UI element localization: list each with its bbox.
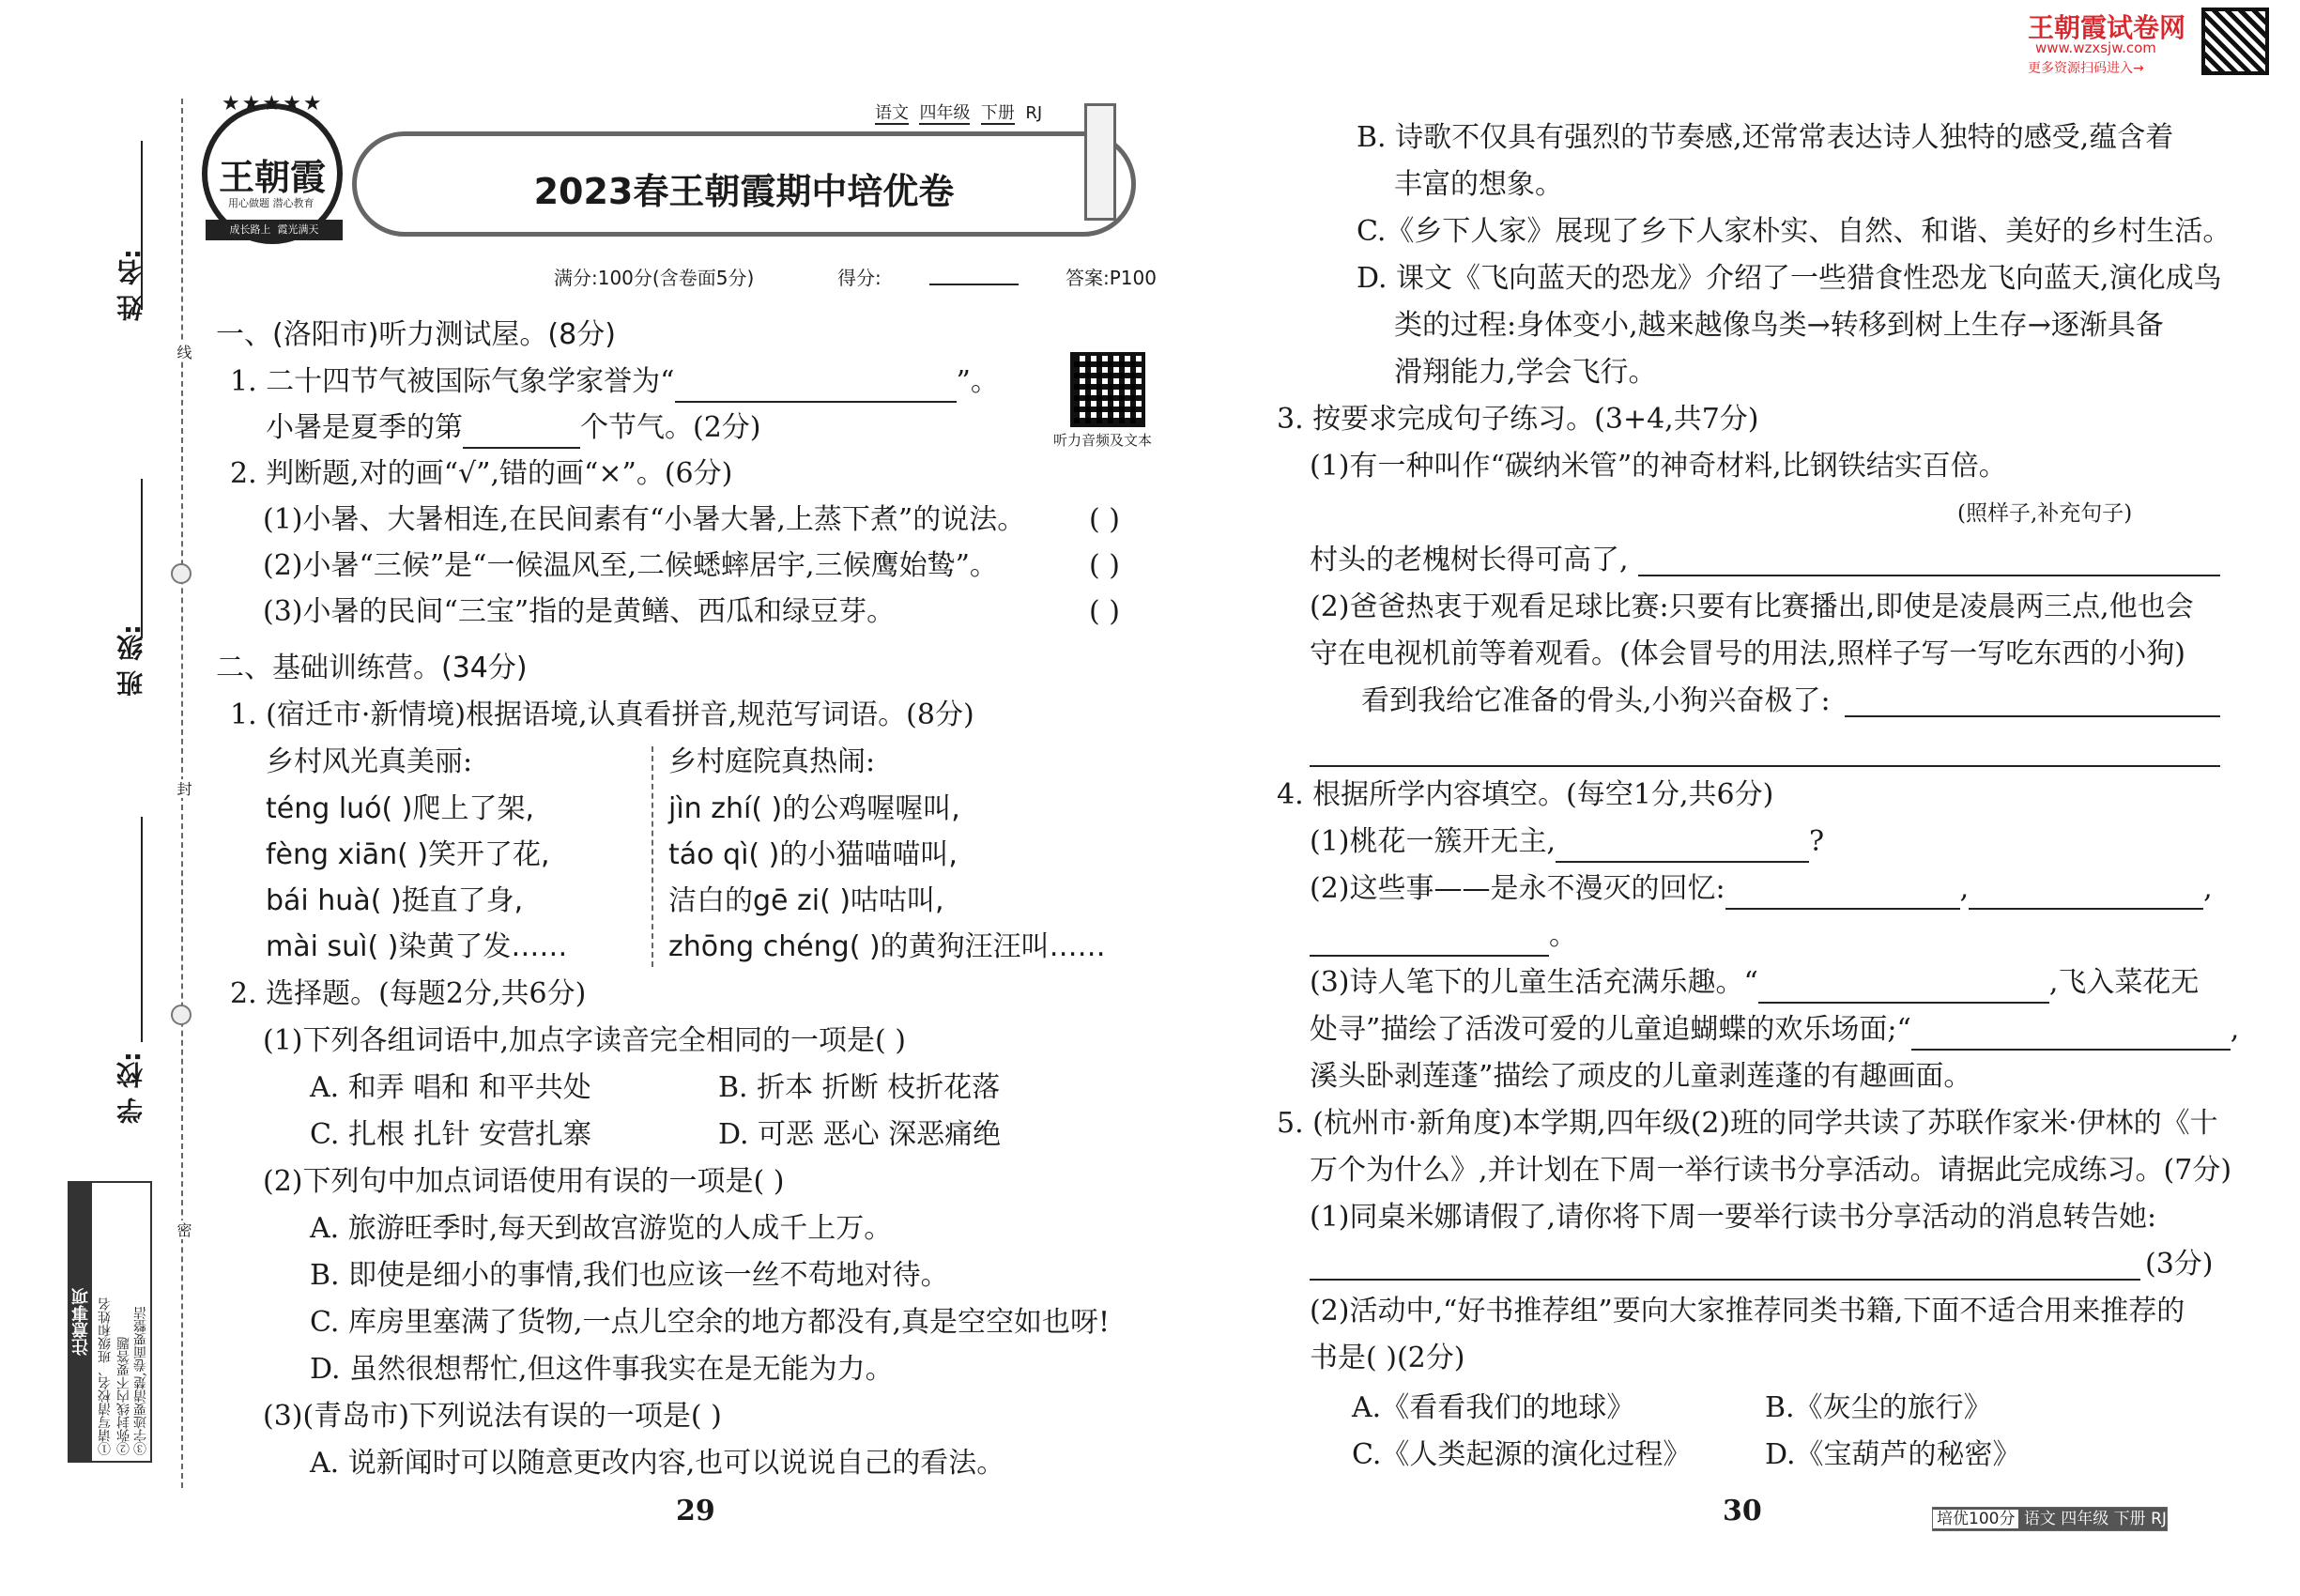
qr-caption: 听力音频及文本 bbox=[1053, 432, 1153, 449]
star-icon: ★★★★★ bbox=[222, 92, 324, 115]
answer-line[interactable] bbox=[1310, 765, 2220, 767]
footer-tag bbox=[1932, 1507, 2168, 1531]
logo-left: 成长路上 bbox=[229, 223, 271, 236]
logo-ribbon bbox=[206, 220, 343, 240]
question-text: 村头的老槐树长得可高了, bbox=[1310, 544, 1629, 576]
fill-item bbox=[1310, 821, 1824, 863]
question bbox=[230, 361, 999, 403]
answer-blank[interactable] bbox=[1556, 835, 1809, 863]
answer-blank[interactable] bbox=[1725, 882, 1960, 910]
question-text: 溪头卧剥莲蓬”描绘了顽皮的儿童剥莲蓬的有趣画面。 bbox=[1310, 1060, 1972, 1093]
option[interactable]: C. 库房里塞满了货物,一点儿空余的地方都没有,真是空空如也呀! bbox=[310, 1306, 1111, 1339]
notice-item: ①请写清校名、班级和姓名 bbox=[98, 1297, 113, 1455]
pinyin-item[interactable]: jìn zhí( )的公鸡喔喔叫, bbox=[668, 792, 960, 825]
question-text: (2)活动中,“好书推荐组”要向大家推荐同类书籍,下面不适合用来推荐的 bbox=[1310, 1295, 2185, 1327]
qr-code-icon[interactable] bbox=[1070, 352, 1145, 427]
answer-line[interactable] bbox=[1310, 1279, 2140, 1281]
school-label: 学 校: bbox=[115, 1051, 146, 1124]
pinyin-item[interactable]: téng luó( )爬上了架, bbox=[266, 792, 534, 825]
fill-item: 处寻”描绘了活泼可爱的儿童追蝴蝶的欢乐场面;“ , bbox=[1310, 1009, 2239, 1051]
option[interactable]: A. 说新闻时可以随意更改内容,也可以说说自己的看法。 bbox=[310, 1447, 1005, 1480]
question-text: (2)这些事——是永不漫灭的回忆: bbox=[1310, 872, 1725, 905]
question-text: (1)同桌米娜请假了,请你将下周一要举行读书分享活动的消息转告她: bbox=[1310, 1201, 2157, 1234]
pinyin-item[interactable]: fèng xiān( )笑开了花, bbox=[266, 838, 550, 871]
question-text: 看到我给它准备的骨头,小狗兴奋极了: bbox=[1361, 684, 1831, 717]
pinyin-item[interactable]: 洁白的gē zi( )咕咕叫, bbox=[668, 884, 944, 917]
logo bbox=[202, 92, 343, 244]
option[interactable]: B. 折本 折断 枝折花落 bbox=[718, 1071, 1001, 1104]
notice-title: 注意事项 bbox=[69, 1183, 92, 1461]
fill-item bbox=[1310, 962, 2199, 1004]
footer-tag-item: 语文 bbox=[2023, 1510, 2056, 1528]
answer-bracket[interactable]: ( ) bbox=[1089, 595, 1120, 628]
seal-mark-xian: 线 bbox=[171, 343, 196, 361]
question-text: ”。 bbox=[956, 365, 999, 398]
footer-tag-item: 四年级 bbox=[2061, 1510, 2109, 1528]
subject-tag: RJ bbox=[1025, 103, 1043, 123]
pinyin-item[interactable]: bái huà( )挺直了身, bbox=[266, 884, 524, 917]
notice-box bbox=[68, 1181, 152, 1463]
question-text: 1. (宿迁市·新情境)根据语境,认真看拼音,规范写词语。(8分) bbox=[230, 698, 974, 731]
footer-tag-item: 下册 bbox=[2113, 1510, 2146, 1528]
option[interactable]: C.《人类起源的演化过程》 bbox=[1352, 1438, 1692, 1471]
seal-circle bbox=[171, 563, 192, 584]
option[interactable]: B. 诗歌不仅具有强烈的节奏感,还常常表达诗人独特的感受,蕴含着 bbox=[1357, 121, 2174, 154]
divider bbox=[652, 746, 653, 967]
question-text: 2. 判断题,对的画“√”,错的画“×”。(6分) bbox=[230, 457, 733, 490]
answer-blank[interactable] bbox=[1310, 928, 1549, 957]
subject-tag: 语文 bbox=[875, 103, 909, 123]
site-name: 王朝霞试卷网 bbox=[2028, 12, 2186, 43]
pinyin-item[interactable]: mài suì( )染黄了发…… bbox=[266, 930, 568, 963]
footer-label: 培优100分 bbox=[1933, 1510, 2018, 1528]
option[interactable]: D.《宝葫芦的秘密》 bbox=[1765, 1438, 2021, 1471]
question-text: 4. 根据所学内容填空。(每空1分,共6分) bbox=[1277, 778, 1774, 811]
name-label: 姓 名: bbox=[115, 249, 146, 321]
question-text: 个节气。(2分) bbox=[580, 411, 761, 444]
notice-item: ②弥封线内不要答题 bbox=[116, 1337, 131, 1455]
full-score: 满分:100分(含卷面5分) bbox=[554, 267, 755, 289]
judge-item: (2)小暑“三候”是“一候温风至,二候蟋蟀居宇,三候鹰始鸷”。 bbox=[263, 549, 998, 582]
question-hint: (照样子,补充句子) bbox=[1957, 501, 2133, 526]
subject-tag: 下册 bbox=[980, 103, 1015, 123]
judge-item: (1)小暑、大暑相连,在民间素有“小暑大暑,上蒸下煮”的说法。 bbox=[263, 503, 1026, 536]
option[interactable]: A. 旅游旺季时,每天到故宫游览的人成千上万。 bbox=[310, 1212, 893, 1245]
seal-circle bbox=[171, 1005, 192, 1025]
answer-blank[interactable] bbox=[1758, 975, 2049, 1004]
option[interactable]: D. 虽然很想帮忙,但这件事我实在是无能为力。 bbox=[310, 1353, 894, 1386]
question-text: (3)诗人笔下的儿童生活充满乐趣。“ bbox=[1310, 966, 1758, 999]
option[interactable]: A. 和弄 唱和 和平共处 bbox=[310, 1071, 591, 1104]
question-text: (2)下列句中加点词语使用有误的一项是( ) bbox=[263, 1165, 785, 1198]
section-title: 一、(洛阳市)听力测试屋。(8分) bbox=[216, 318, 616, 351]
score-label: 得分: bbox=[837, 267, 882, 289]
notice-item: ③字迹要清楚,卷面要整洁 bbox=[133, 1306, 148, 1455]
score-field[interactable] bbox=[929, 284, 1019, 285]
option[interactable]: D. 课文《飞向蓝天的恐龙》介绍了一些猎食性恐龙飞向蓝天,演化成鸟 bbox=[1357, 262, 2222, 295]
option-continued: 类的过程:身体变小,越来越像鸟类→转移到树上生存→逐渐具备 bbox=[1394, 309, 2164, 342]
option[interactable]: B.《灰尘的旅行》 bbox=[1765, 1391, 1992, 1424]
question-text: ,飞入菜花无 bbox=[2048, 966, 2200, 999]
option[interactable]: A.《看看我们的地球》 bbox=[1352, 1391, 1635, 1424]
lighthouse-icon bbox=[1084, 103, 1116, 221]
answer-bracket[interactable]: ( ) bbox=[1089, 503, 1120, 536]
question-text: (2)爸爸热衷于观看足球比赛:只要有比赛播出,即使是凌晨两三点,他也会 bbox=[1310, 591, 2194, 623]
score-note: (3分) bbox=[2145, 1248, 2214, 1281]
answer-blank[interactable] bbox=[1969, 882, 2203, 910]
title-banner bbox=[352, 131, 1136, 237]
school-write-line[interactable] bbox=[141, 817, 143, 1042]
question-text: (3)(青岛市)下列说法有误的一项是( ) bbox=[263, 1400, 722, 1433]
fill-item: (2)这些事——是永不漫灭的回忆: , , bbox=[1310, 868, 2213, 910]
logo-text: 王朝霞 bbox=[219, 156, 327, 198]
pinyin-item[interactable]: táo qì( )的小猫喵喵叫, bbox=[668, 838, 958, 871]
answer-blank[interactable] bbox=[1911, 1022, 2231, 1051]
option[interactable]: B. 即使是细小的事情,我们也应该一丝不苟地对待。 bbox=[310, 1259, 949, 1292]
page-number: 29 bbox=[676, 1495, 715, 1527]
question-text: 守在电视机前等着观看。(体会冒号的用法,照样子写一写吃东西的小狗) bbox=[1310, 637, 2185, 670]
pinyin-heading: 乡村风光真美丽: bbox=[266, 745, 473, 778]
question-text: 2. 选择题。(每题2分,共6分) bbox=[230, 977, 587, 1010]
site-url: www.wzxsjw.com bbox=[2035, 39, 2156, 56]
logo-motto: 用心做题 潜心教育 bbox=[228, 197, 314, 209]
question-text: 5. (杭州市·新角度)本学期,四年级(2)班的同学共读了苏联作家米·伊林的《十 bbox=[1277, 1107, 2218, 1140]
option[interactable]: C. 扎根 扎针 安营扎寨 bbox=[310, 1118, 592, 1151]
answer-line[interactable] bbox=[1638, 575, 2220, 576]
question-text: 小暑是夏季的第 bbox=[266, 411, 463, 444]
section-title: 二、基础训练营。(34分) bbox=[216, 652, 528, 684]
seal-mark-feng: 封 bbox=[171, 779, 196, 798]
qr-code-icon[interactable] bbox=[2201, 8, 2269, 75]
name-write-line[interactable] bbox=[141, 141, 143, 310]
answer-blank[interactable] bbox=[675, 375, 957, 403]
judge-item: (3)小暑的民间“三宝”指的是黄鳝、西瓜和绿豆芽。 bbox=[263, 595, 896, 628]
answer-ref: 答案:P100 bbox=[1066, 267, 1157, 289]
page-title: 2023春王朝霞期中培优卷 bbox=[533, 171, 955, 212]
question-text: 书是( )(2分) bbox=[1310, 1342, 1465, 1374]
subject-tags bbox=[875, 100, 1042, 124]
answer-bracket[interactable]: ( ) bbox=[1089, 549, 1120, 582]
question-text: (1)下列各组词语中,加点字读音完全相同的一项是( ) bbox=[263, 1024, 906, 1057]
question-text: (1)有一种叫作“碳纳米管”的神奇材料,比钢铁结实百倍。 bbox=[1310, 450, 2007, 483]
question-text: ? bbox=[1809, 825, 1825, 858]
page-number: 30 bbox=[1723, 1495, 1762, 1527]
pinyin-heading: 乡村庭院真热闹: bbox=[668, 745, 876, 778]
option-continued: 滑翔能力,学会飞行。 bbox=[1394, 356, 1657, 389]
class-label: 班 级: bbox=[115, 624, 146, 697]
footer-tag-item: RJ bbox=[2151, 1510, 2167, 1528]
question-text: 万个为什么》,并计划在下周一举行读书分享活动。请据此完成练习。(7分) bbox=[1310, 1154, 2232, 1187]
pinyin-item[interactable]: zhōng chéng( )的黄狗汪汪叫…… bbox=[668, 930, 1106, 963]
question bbox=[266, 407, 761, 449]
question-text: 处寻”描绘了活泼可爱的儿童追蝴蝶的欢乐场面;“ bbox=[1310, 1013, 1911, 1046]
option[interactable]: D. 可恶 恶心 深恶痛绝 bbox=[718, 1118, 1002, 1151]
option-continued: 丰富的想象。 bbox=[1394, 168, 1563, 201]
answer-blank[interactable] bbox=[463, 421, 580, 449]
logo-right: 霞光满天 bbox=[277, 223, 319, 236]
option[interactable]: C.《乡下人家》展现了乡下人家朴实、自然、和谐、美好的乡村生活。 bbox=[1357, 215, 2231, 248]
question-text: 3. 按要求完成句子练习。(3+4,共7分) bbox=[1277, 403, 1759, 436]
question-text: (1)桃花一簇开无主, bbox=[1310, 825, 1556, 858]
seal-mark-mi: 密 bbox=[171, 1220, 196, 1239]
fill-item: 。 bbox=[1310, 915, 1577, 957]
answer-line[interactable] bbox=[1845, 715, 2220, 717]
subject-tag: 四年级 bbox=[919, 103, 971, 123]
site-hint: 更多资源扫码进入→ bbox=[2028, 61, 2144, 76]
class-write-line[interactable] bbox=[141, 479, 143, 638]
question-text: 1. 二十四节气被国际气象学家誉为“ bbox=[230, 365, 675, 398]
